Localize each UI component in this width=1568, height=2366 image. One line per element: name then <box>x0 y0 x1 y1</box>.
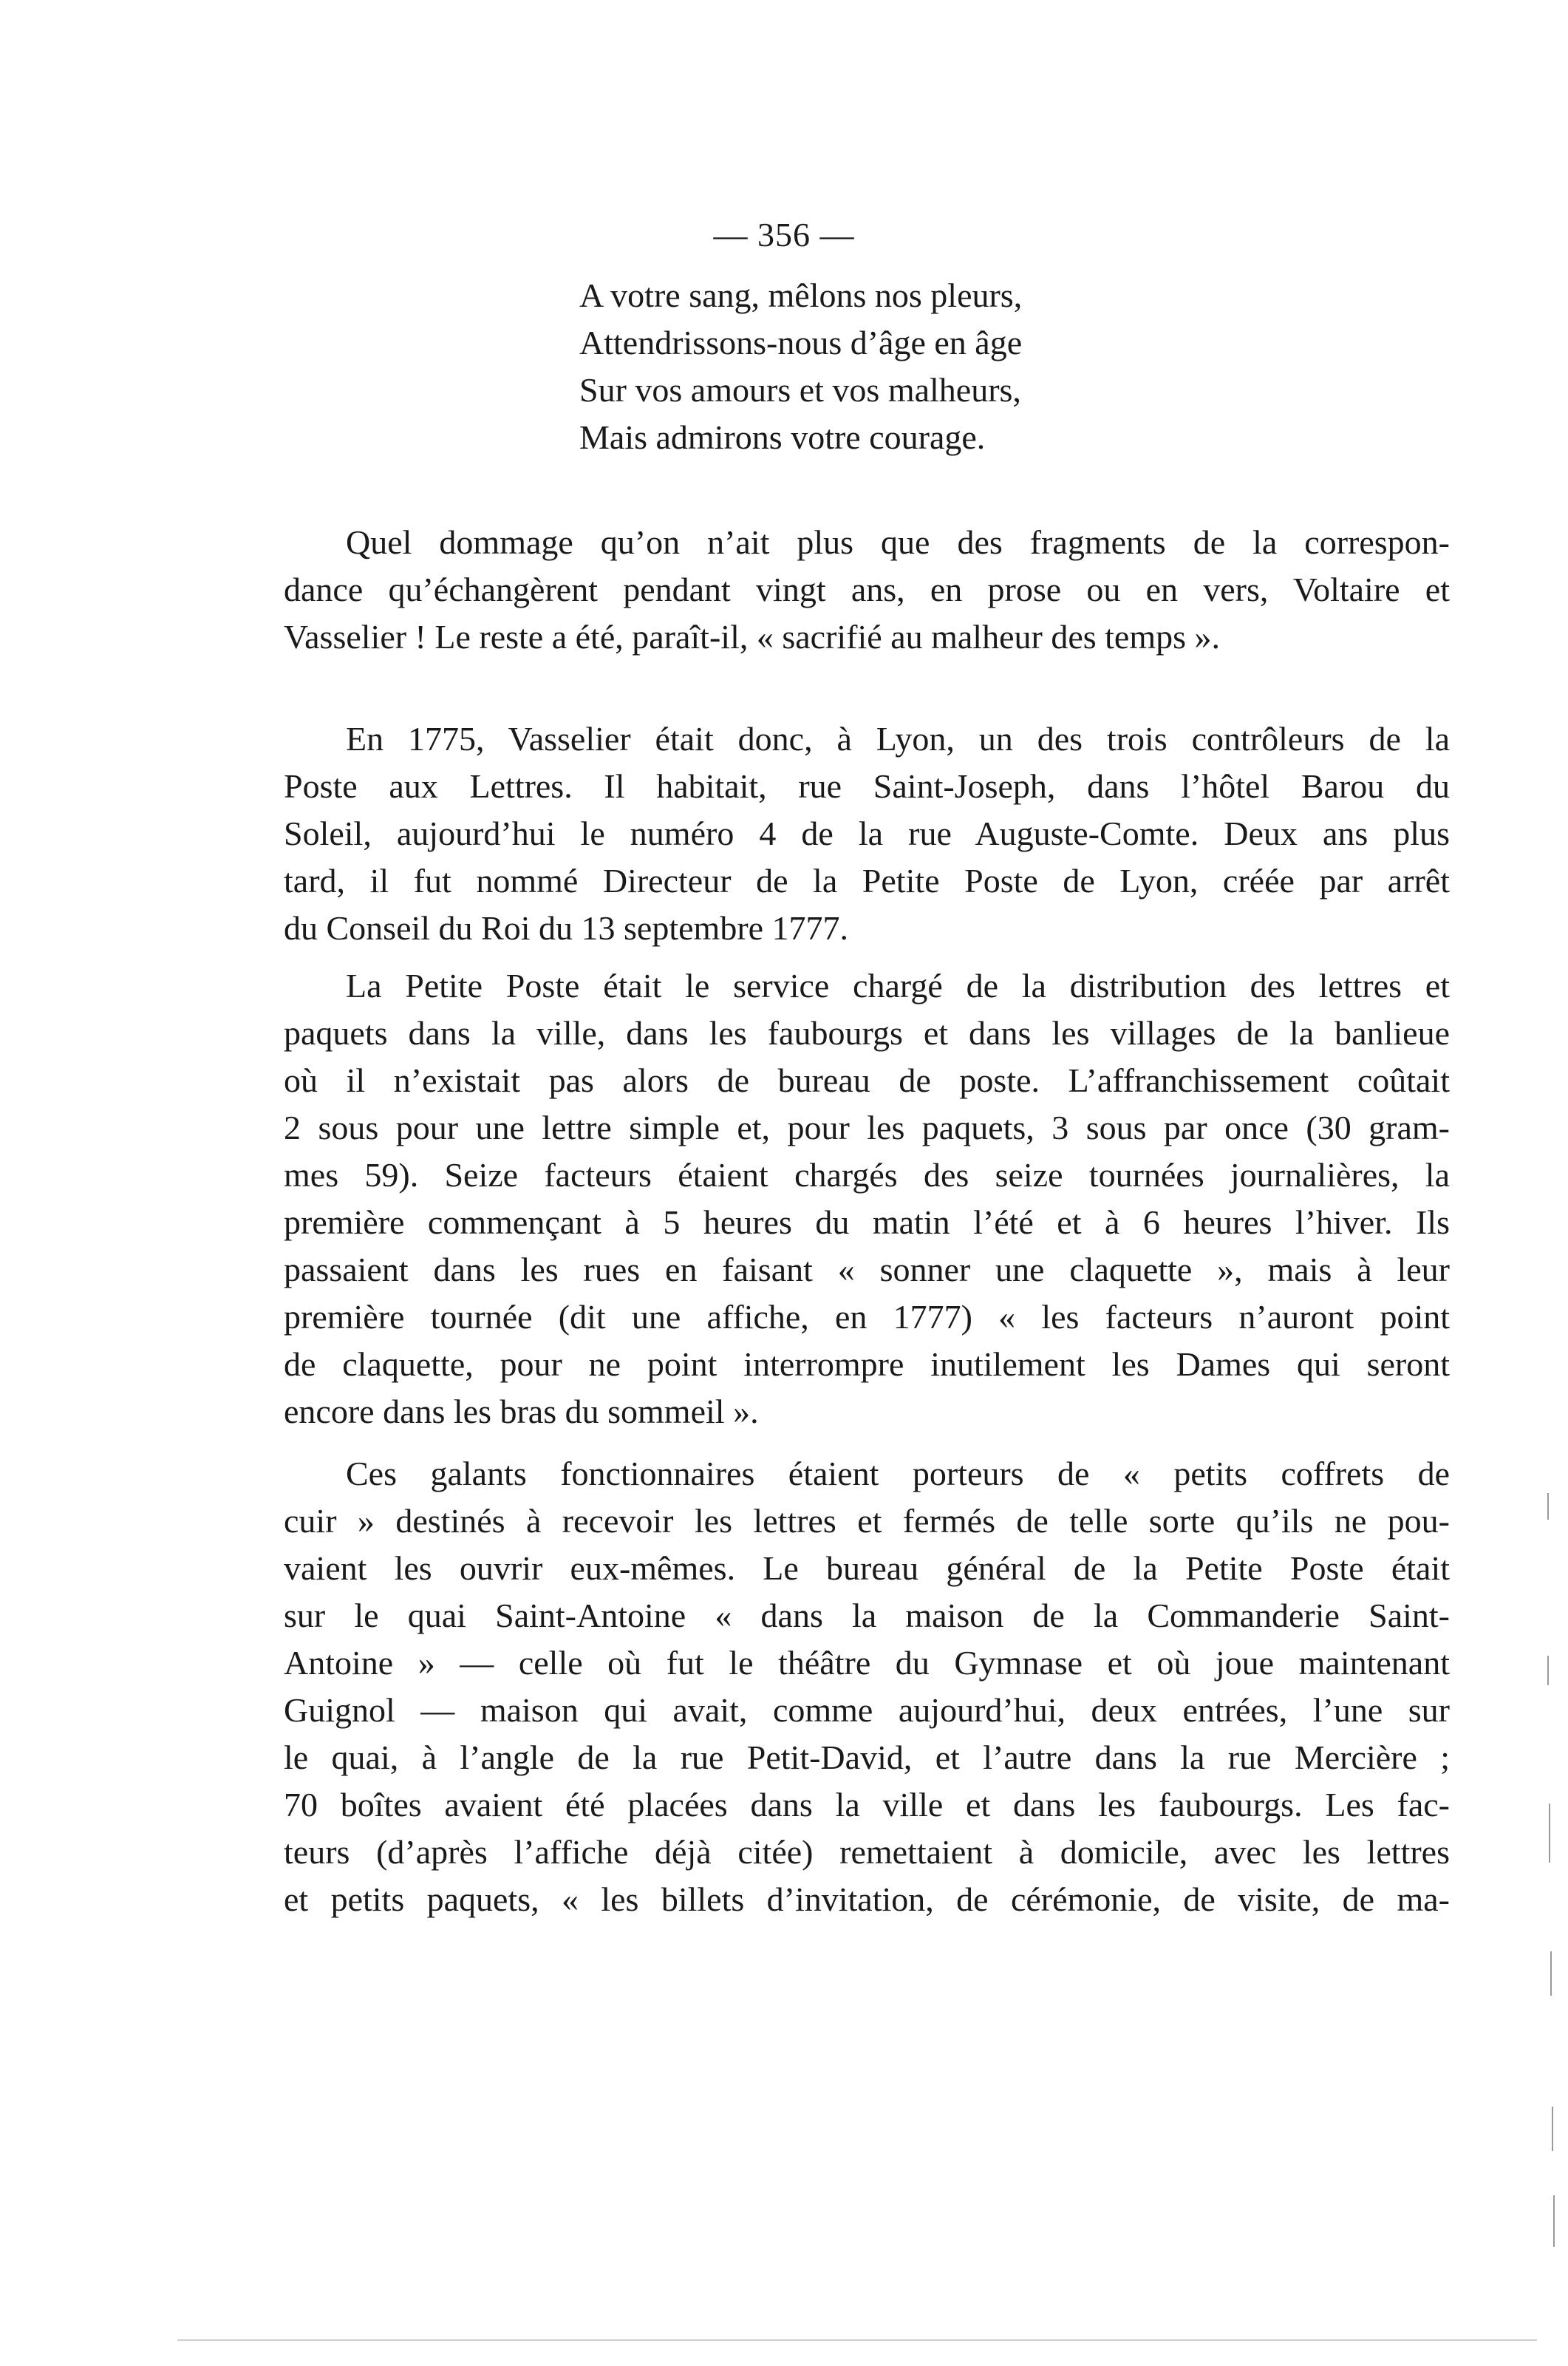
poem-line: A votre sang, mêlons nos pleurs, <box>579 276 1023 314</box>
scan-edge-mark <box>1547 1656 1549 1685</box>
text-line: paquets dans la ville, dans les faubourgs et dans les villages de la banlieue <box>284 1014 1450 1052</box>
text-line: Antoine » — celle où fut le théâtre du Gymnase et où joue maintenant <box>284 1644 1450 1682</box>
scan-edge-mark <box>1552 2107 1553 2151</box>
poem-line: Attendrissons-nous d’âge en âge <box>579 324 1023 361</box>
poem-stanza <box>579 272 1022 461</box>
text-line: le quai, à l’angle de la rue Petit-David, et l’autre dans la rue Mercière ; <box>284 1738 1450 1776</box>
text-line: première tournée (dit une affiche, en 1777) « les facteurs n’auront point <box>284 1298 1450 1336</box>
text-line: encore dans les bras du sommeil ». <box>284 1393 759 1430</box>
scan-edge-mark <box>1553 2195 1555 2247</box>
text-line: mes 59). Seize facteurs étaient chargés des seize tournées journalières, la <box>284 1156 1450 1194</box>
text-line: Soleil, aujourd’hui le numéro 4 de la rue Auguste-Comte. Deux ans plus <box>284 815 1450 852</box>
text-line: Ces galants fonctionnaires étaient porteurs de « petits coffrets de <box>346 1455 1450 1492</box>
text-line: teurs (d’après l’affiche déjà citée) remettaient à domicile, avec les lettres <box>284 1833 1450 1871</box>
scan-edge-mark <box>1547 1493 1549 1520</box>
page-number: — 356 — <box>713 216 855 254</box>
paragraph-correspondence <box>284 519 1450 661</box>
text-line: du Conseil du Roi du 13 septembre 1777. <box>284 909 849 947</box>
text-line: Quel dommage qu’on n’ait plus que des fragments de la correspon- <box>346 523 1450 561</box>
text-line: dance qu’échangèrent pendant vingt ans, en prose ou en vers, Voltaire et <box>284 571 1450 608</box>
text-line: Vasselier ! Le reste a été, paraît-il, « sacrifié au malheur des temps ». <box>284 618 1221 656</box>
scan-bottom-edge <box>177 2339 1537 2341</box>
text-line: La Petite Poste était le service chargé de la distribution des lettres et <box>346 967 1450 1004</box>
paragraph-petite-poste <box>284 962 1450 1435</box>
text-line: 2 sous pour une lettre simple et, pour les paquets, 3 sous par once (30 gram- <box>284 1109 1450 1146</box>
poem-line: Mais admirons votre courage. <box>579 418 986 456</box>
text-line: tard, il fut nommé Directeur de la Petite Poste de Lyon, créée par arrêt <box>284 862 1450 900</box>
scan-edge-mark <box>1549 1804 1550 1863</box>
scan-edge-mark <box>1550 1951 1552 1996</box>
paragraph-1775 <box>284 715 1450 952</box>
text-line: En 1775, Vasselier était donc, à Lyon, un des trois contrôleurs de la <box>346 720 1450 758</box>
text-line: Guignol — maison qui avait, comme aujourd’hui, deux entrées, l’une sur <box>284 1691 1450 1729</box>
paragraph-facteurs <box>284 1450 1450 1923</box>
text-line: et petits paquets, « les billets d’invitation, de cérémonie, de visite, de ma- <box>284 1880 1450 1918</box>
text-line: vaient les ouvrir eux-mêmes. Le bureau général de la Petite Poste était <box>284 1549 1450 1587</box>
text-line: où il n’existait pas alors de bureau de poste. L’affranchissement coûtait <box>284 1061 1450 1099</box>
text-line: cuir » destinés à recevoir les lettres et fermés de telle sorte qu’ils ne pou- <box>284 1502 1450 1540</box>
text-line: première commençant à 5 heures du matin l’été et à 6 heures l’hiver. Ils <box>284 1203 1450 1241</box>
text-line: passaient dans les rues en faisant « sonner une claquette », mais à leur <box>284 1251 1450 1288</box>
text-line: sur le quai Saint-Antoine « dans la maison de la Commanderie Saint- <box>284 1597 1450 1634</box>
text-line: 70 boîtes avaient été placées dans la ville et dans les faubourgs. Les fac- <box>284 1786 1450 1823</box>
text-line: de claquette, pour ne point interrompre inutilement les Dames qui seront <box>284 1345 1450 1383</box>
text-line: Poste aux Lettres. Il habitait, rue Saint-Joseph, dans l’hôtel Barou du <box>284 767 1450 805</box>
poem-line: Sur vos amours et vos malheurs, <box>579 371 1021 409</box>
